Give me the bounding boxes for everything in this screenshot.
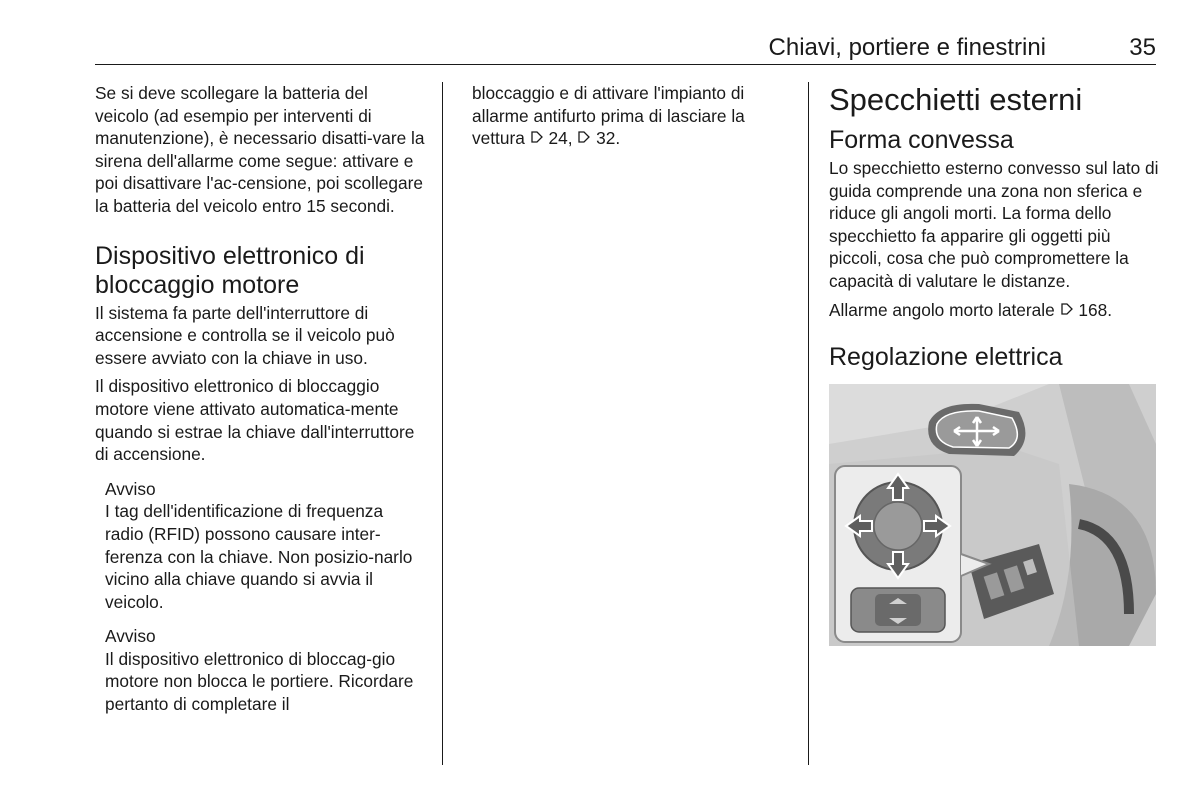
notice-body: I tag dell'identificazione di frequenza radio (RFID) possono causare inter-ferenza con la chiave. Non posizio-narlo vicino alla chiave quando si avvia il veicolo. <box>105 501 413 612</box>
notice-1 <box>105 478 425 614</box>
continued-paragraph <box>472 82 792 150</box>
sentence-end: . <box>615 128 621 149</box>
immobilizer-paragraph-1: Il sistema fa parte dell'interruttore di accensione e controlla se il veicolo può essere avviato con la chiave in uso. <box>95 302 395 368</box>
page-reference-link[interactable]: 32 <box>596 128 616 149</box>
immobilizer-paragraph-2: Il dispositivo elettronico di bloccaggio motore viene attivato automatica-mente quando si estrae la chiave dall'interruttore di accensione. <box>95 376 415 465</box>
blind-spot-reference-paragraph <box>829 299 1159 322</box>
notice-title: Avviso <box>105 626 156 647</box>
page-reference-link[interactable]: 24 <box>548 128 568 149</box>
notice-2 <box>105 625 425 715</box>
reference-arrow-icon <box>1060 302 1074 316</box>
convex-paragraph: Lo specchietto esterno convesso sul lato di guida comprende una zona non sferica e riduce gli angoli morti. La forma dello specchietto fa apparire gli oggetti più piccoli, cosa che può compromettere la capacità di valutare le distanze. <box>829 158 1159 291</box>
reference-arrow-icon <box>577 130 591 144</box>
section-title-immobilizer: Dispositivo elettronico di bloccaggio motore <box>95 241 365 299</box>
page-reference-link[interactable]: 168 <box>1078 299 1108 320</box>
sentence-end: . <box>1107 299 1113 320</box>
reference-arrow-icon <box>530 130 544 144</box>
page-number: 35 <box>1129 34 1156 61</box>
notice-body: Il dispositivo elettronico di bloccag-gio motore non blocca le portiere. Ricordare pertanto di completare il <box>105 648 414 715</box>
side-mirror <box>928 404 1025 456</box>
reference-separator: , <box>567 128 573 149</box>
notice-title: Avviso <box>105 478 156 499</box>
chapter-title: Specchietti esterni <box>829 82 1083 117</box>
subsection-title-convex: Forma convessa <box>829 126 1014 154</box>
column-divider-1 <box>442 82 443 765</box>
column-divider-2 <box>808 82 809 765</box>
page-header-title: Chiavi, portiere e finestrini <box>768 34 1046 61</box>
column-3 <box>829 82 1159 646</box>
continued-text: bloccaggio e di attivare l'impianto di allarme antifurto prima di lasciare la vettura <box>472 83 745 149</box>
intro-paragraph: Se si deve scollegare la batteria del veicolo (ad esempio per interventi di manutenzione), è necessario disatti-vare la sirena dell'allarme come segue: attivare e poi disattivare l'ac-censione, poi scollegare la batteria del veicolo entro 15 secondi. <box>95 83 425 216</box>
column-2 <box>472 82 792 156</box>
mirror-adjustment-illustration <box>829 384 1156 646</box>
header-rule <box>95 64 1156 65</box>
column-1 <box>95 82 425 722</box>
subsection-title-electric: Regolazione elettrica <box>829 343 1063 372</box>
blind-spot-text: Allarme angolo morto laterale <box>829 299 1055 320</box>
